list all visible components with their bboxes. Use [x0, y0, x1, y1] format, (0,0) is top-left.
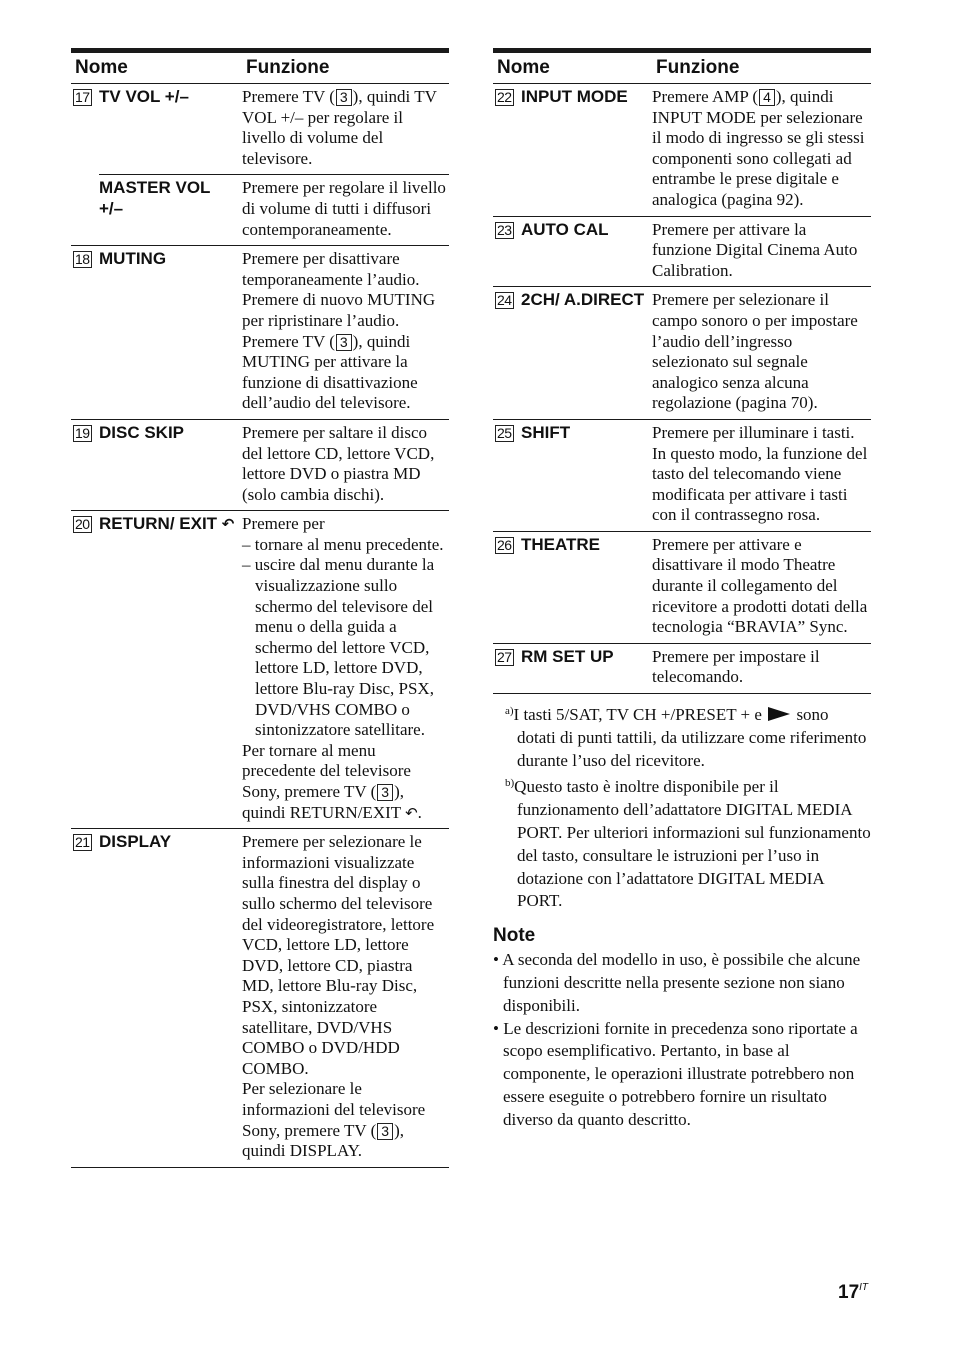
- table-row: [493, 643, 871, 693]
- list-item: • A seconda del modello in uso, è possibile che alcune funzioni descritte nella presente sezione non siano disponibili.: [493, 950, 861, 1015]
- item-number: 25: [497, 424, 512, 441]
- button-name: DISPLAY: [99, 829, 242, 1168]
- function-description: Premere per – tornare al menu precedente. – uscire dal menu durante la visualizzazione sullo schermo del televisore del menu o della guida a schermo del lettore VCD, lettore LD, lettore DVD, lettore Blu-ray Disc, PSX, DVD/VHS COMBO o sintonizzatore satellitare. Per tornare al menu precedente del televisore Sony, premere TV ( 3 ), quindi RETURN/EXIT ↶.: [242, 511, 449, 829]
- item-number: 17: [75, 89, 90, 105]
- key-number: 3: [336, 89, 352, 106]
- header-funzione: Funzione: [652, 51, 871, 84]
- function-description: Premere per illuminare i tasti. In questo modo, la funzione del tasto del telecomando viene modificata per attivare i tasti con il contrassegno rosa.: [652, 419, 871, 531]
- key-number: 3: [377, 1123, 393, 1140]
- function-description: Premere per disattivare temporaneamente l’audio. Premere di nuovo MUTING per ripristinare l’audio. Premere TV ( 3 ), quindi MUTING per attivare la funzione di disattivazione dell’audio del televisore.: [242, 246, 449, 420]
- button-name: MASTER VOL +/–: [99, 175, 242, 246]
- table-row: [493, 287, 871, 420]
- play-triangle-icon: [768, 707, 790, 721]
- table-row: [71, 419, 449, 510]
- key-number: 4: [759, 89, 775, 106]
- note-heading: Note: [493, 925, 536, 947]
- footnotes: [493, 700, 871, 913]
- button-name: MUTING: [99, 246, 242, 420]
- button-name: DISC SKIP: [99, 419, 242, 510]
- item-number: 20: [75, 516, 90, 533]
- table-row: [493, 531, 871, 643]
- right-function-table: [493, 48, 871, 694]
- function-description: Premere per attivare e disattivare il modo Theatre durante il collegamento del ricevitore a prodotti dotati della tecnologia “BRAVIA” Sync.: [652, 531, 871, 643]
- item-number: 26: [497, 536, 512, 553]
- button-name: RM SET UP: [521, 643, 652, 693]
- button-name: TV VOL +/–: [99, 84, 242, 175]
- table-header-row: [71, 51, 449, 84]
- button-name: SHIFT: [521, 419, 652, 531]
- left-function-table: [71, 48, 449, 1168]
- table-row: [71, 829, 449, 1168]
- footnote-b: $^{b)}$Questo tasto è inoltre disponibile per il funzionamento dell’adattatore DIGITAL MEDIA PORT. Per ulteriori informazioni sul funzionamento del tasto, consultare le istruzioni per l’uso in dotazione con l’adattatore DIGITAL MEDIA PORT.: [505, 777, 871, 911]
- header-nome: Nome: [71, 51, 242, 84]
- header-funzione: Funzione: [242, 51, 449, 84]
- item-number: 21: [75, 834, 90, 851]
- key-number: 3: [336, 334, 352, 351]
- table-header-row: [493, 51, 871, 84]
- function-description: Premere per saltare il disco del lettore CD, lettore VCD, lettore DVD o piastra MD (solo cambia dischi).: [242, 419, 449, 510]
- item-number: 22: [497, 89, 512, 105]
- table-row: [71, 246, 449, 420]
- key-number: 3: [377, 784, 393, 801]
- function-description: Premere per selezionare le informazioni visualizzate sulla finestra del display o sullo schermo del televisore del videoregistratore, lettore VCD, lettore LD, lettore DVD, lettore CD, piastra MD, lettore Blu-ray Disc, PSX, sintonizzatore satellitare, DVD/VHS COMBO o DVD/HDD COMBO. Per selezionare le informazioni del televisore Sony, premere TV ( 3 ), quindi DISPLAY.: [242, 829, 449, 1168]
- page-number: $17^{IT}$: [838, 1282, 869, 1303]
- item-number: 19: [75, 424, 90, 441]
- right-function-table-section: [493, 48, 871, 1132]
- table-row: [71, 175, 449, 246]
- left-function-table-section: [71, 48, 449, 1168]
- button-name: 2CH/ A.DIRECT: [521, 287, 652, 420]
- table-row: [493, 216, 871, 287]
- item-number: 24: [497, 292, 512, 309]
- function-description: Premere per selezionare il campo sonoro o per impostare l’audio dell’ingresso selezionato sul segnale analogico senza alcuna regolazione (pagina 70).: [652, 287, 871, 420]
- function-description: Premere TV ( 3 ), quindi TV VOL +/– per regolare il livello di volume del televisore.: [242, 84, 449, 175]
- note-list: [493, 949, 871, 1131]
- function-description: Premere per attivare la funzione Digital Cinema Auto Calibration.: [652, 216, 871, 287]
- item-number: 23: [497, 221, 512, 238]
- function-description: Premere per impostare il telecomando.: [652, 643, 871, 693]
- button-name: RETURN/ EXIT ↶: [99, 511, 242, 829]
- footnote-a: $^{a)}$I tasti 5/SAT, TV CH +/PRESET + e sono dotati di punti tattili, da utilizzare come riferimento durante l’uso del ricevitore.: [505, 705, 867, 770]
- item-number: 18: [75, 251, 90, 268]
- list-item: • Le descrizioni fornite in precedenza sono riportate a scopo esemplificativo. Pertanto, in base al componente, le operazioni illustrate potrebbero non essere eseguite o potrebbero fornire un risultato diverso da quanto descritto.: [493, 1018, 858, 1129]
- header-nome: Nome: [493, 51, 652, 84]
- button-name: THEATRE: [521, 531, 652, 643]
- table-row: [493, 84, 871, 217]
- return-arrow-icon: ↶: [405, 803, 418, 822]
- button-name: INPUT MODE: [521, 84, 652, 217]
- item-number: 27: [497, 648, 512, 665]
- return-arrow-icon: ↶: [221, 515, 235, 534]
- function-description: Premere per regolare il livello di volume di tutti i diffusori contemporaneamente.: [242, 175, 449, 246]
- button-name: AUTO CAL: [521, 216, 652, 287]
- table-row: [71, 84, 449, 175]
- table-row: [71, 511, 449, 829]
- function-description: Premere AMP ( 4 ), quindi INPUT MODE per selezionare il modo di ingresso se gli stessi componenti sono collegati ad entrambe le prese digitale e analogica (pagina 92).: [652, 84, 871, 217]
- table-row: [493, 419, 871, 531]
